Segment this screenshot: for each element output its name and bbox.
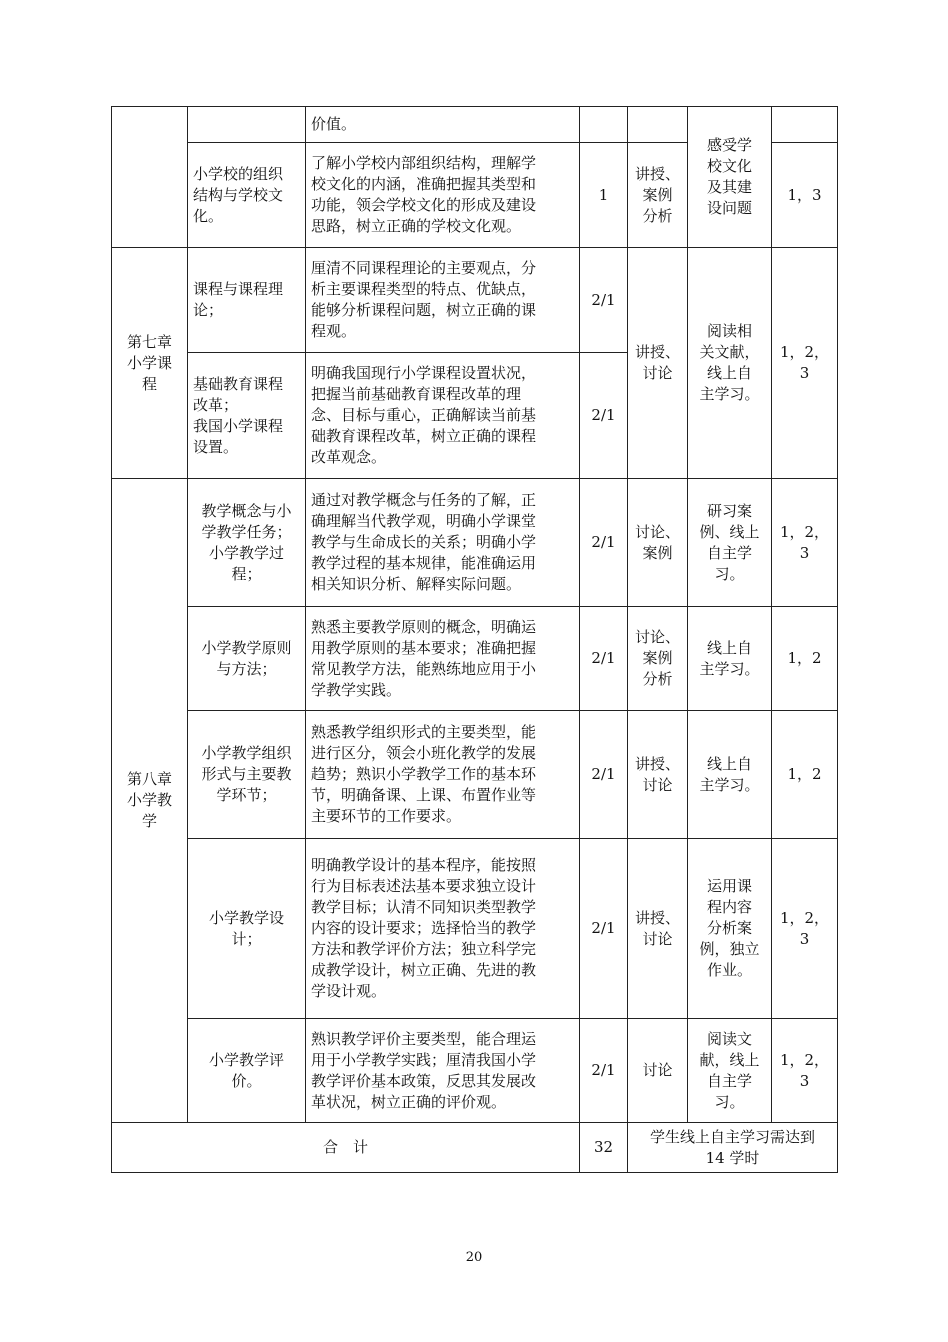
hours-cell: 2/1 (580, 711, 628, 839)
topic-cell: 小学校的组织 结构与学校文 化。 (188, 143, 306, 248)
table-row (112, 248, 838, 353)
method-cell: 讨论、 案例 (628, 479, 688, 607)
objective-cell: 明确教学设计的基本程序，能按照 行为目标表述法基本要求独立设计 教学目标；认清不同知识类型教学 内容的设计要求；选择恰当的教学 方法和教学评价方法；独立科学完 成教学设计，树立正确、先进的教 学设计观。 (306, 839, 580, 1019)
method-cell: 讲授、 讨论 (628, 248, 688, 479)
objective-cell: 厘清不同课程理论的主要观点，分 析主要课程类型的特点、优缺点， 能够分析课程问题，树立正确的课 程观。 (306, 248, 580, 353)
table-row (112, 1019, 838, 1123)
table-row (112, 479, 838, 607)
selfstudy-cell: 阅读文 献，线上 自主学 习。 (688, 1019, 772, 1123)
chapter-cell-empty (112, 107, 188, 248)
hours-cell: 2/1 (580, 479, 628, 607)
goals-cell: 1，2， 3 (772, 839, 838, 1019)
topic-cell: 课程与课程理 论； (188, 248, 306, 353)
hours-cell: 2/1 (580, 353, 628, 479)
hours-cell: 2/1 (580, 248, 628, 353)
total-label: 合 计 (112, 1123, 580, 1173)
topic-cell: 小学教学组织 形式与主要教 学环节； (188, 711, 306, 839)
table-row (112, 839, 838, 1019)
objective-cell: 通过对教学概念与任务的了解，正 确理解当代教学观，明确小学课堂 教学与生命成长的关系；明确小学 教学过程的基本规律，能准确运用 相关知识分析、解释实际问题。 (306, 479, 580, 607)
objective-cell: 明确我国现行小学课程设置状况， 把握当前基础教育课程改革的理 念、目标与重心，正确解读当前基 础教育课程改革，树立正确的课程 改革观念。 (306, 353, 580, 479)
topic-cell: 小学教学设 计； (188, 839, 306, 1019)
goals-cell: 1，2 (772, 711, 838, 839)
table-row (112, 711, 838, 839)
topic-cell: 小学教学原则 与方法； (188, 607, 306, 711)
topic-cell: 教学概念与小 学教学任务； 小学教学过 程； (188, 479, 306, 607)
chapter-cell: 第八章 小学教 学 (112, 479, 188, 1123)
goals-cell: 1，2， 3 (772, 1019, 838, 1123)
topic-cell: 小学教学评 价。 (188, 1019, 306, 1123)
hours-cell: 2/1 (580, 839, 628, 1019)
objective-cell: 价值。 (306, 107, 580, 143)
selfstudy-cell: 线上自 主学习。 (688, 607, 772, 711)
method-cell: 讨论、 案例 分析 (628, 607, 688, 711)
objective-cell: 了解小学校内部组织结构，理解学 校文化的内涵，准确把握其类型和 功能，领会学校文化的形成及建设 思路，树立正确的学校文化观。 (306, 143, 580, 248)
table-row (112, 107, 838, 143)
selfstudy-cell: 运用课 程内容 分析案 例，独立 作业。 (688, 839, 772, 1019)
table-row (112, 607, 838, 711)
hours-cell-empty (580, 107, 628, 143)
goals-cell-empty (772, 107, 838, 143)
method-cell: 讨论 (628, 1019, 688, 1123)
topic-cell-empty (188, 107, 306, 143)
hours-cell: 2/1 (580, 1019, 628, 1123)
selfstudy-cell: 感受学 校文化 及其建 设问题 (688, 107, 772, 248)
objective-cell: 熟悉教学组织形式的主要类型，能 进行区分，领会小班化教学的发展 趋势；熟识小学教学工作的基本环 节，明确备课、上课、布置作业等 主要环节的工作要求。 (306, 711, 580, 839)
selfstudy-cell: 阅读相 关文献， 线上自 主学习。 (688, 248, 772, 479)
hours-cell: 2/1 (580, 607, 628, 711)
method-cell-empty (628, 107, 688, 143)
hours-cell: 1 (580, 143, 628, 248)
selfstudy-cell: 研习案 例、线上 自主学 习。 (688, 479, 772, 607)
goals-cell: 1，2 (772, 607, 838, 711)
chapter-cell: 第七章 小学课 程 (112, 248, 188, 479)
goals-cell: 1，3 (772, 143, 838, 248)
method-cell: 讲授、 讨论 (628, 839, 688, 1019)
objective-cell: 熟悉主要教学原则的概念，明确运 用教学原则的基本要求；准确把握 常见教学方法，能熟练地应用于小 学教学实践。 (306, 607, 580, 711)
method-cell: 讲授、 案例 分析 (628, 143, 688, 248)
objective-cell: 熟识教学评价主要类型，能合理运 用于小学教学实践；厘清我国小学 教学评价基本政策，反思其发展改 革状况，树立正确的评价观。 (306, 1019, 580, 1123)
selfstudy-cell: 线上自 主学习。 (688, 711, 772, 839)
page-number: 20 (465, 1250, 483, 1265)
topic-cell: 基础教育课程 改革； 我国小学课程 设置。 (188, 353, 306, 479)
total-hours: 32 (580, 1123, 628, 1173)
total-row (112, 1123, 838, 1173)
total-note: 学生线上自主学习需达到 14 学时 (628, 1123, 838, 1173)
method-cell: 讲授、 讨论 (628, 711, 688, 839)
goals-cell: 1，2， 3 (772, 479, 838, 607)
goals-cell: 1，2， 3 (772, 248, 838, 479)
syllabus-table (111, 106, 838, 1173)
